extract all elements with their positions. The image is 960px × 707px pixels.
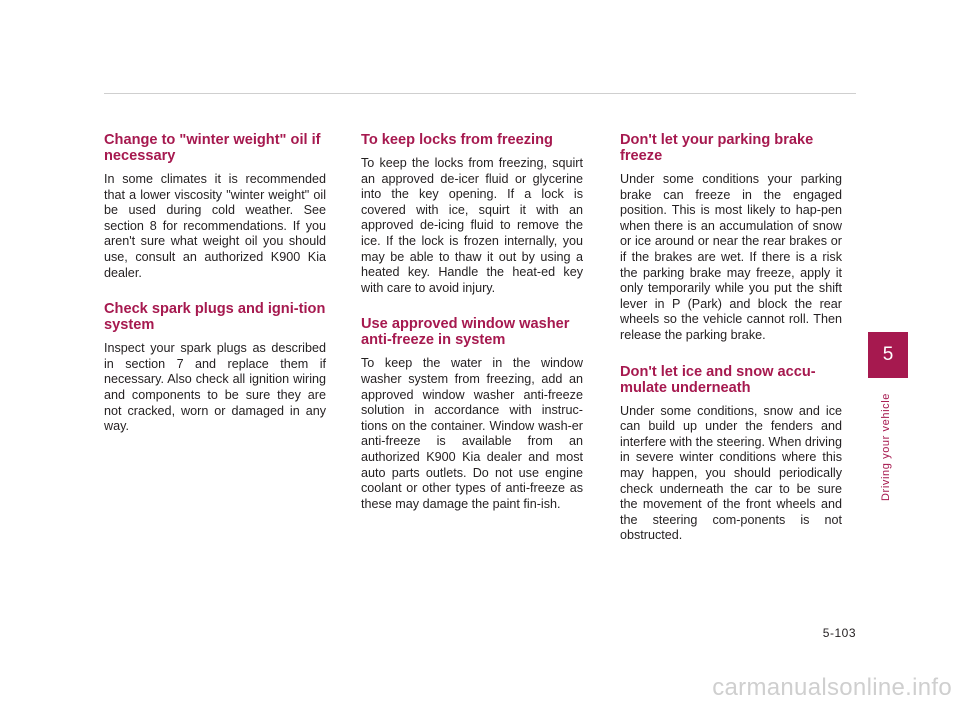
section-heading: To keep locks from freezing [361, 132, 553, 148]
section-body: To keep the locks from freezing, squirt an approved de-icer fluid or glycerine into the key opening. If a lock is covered with ice, squirt it with an approved de-icing fluid to remove the ice. If the lock is frozen internally, you may be able to thaw it out by using a heated key. Handle the heat-ed key with care to avoid injury. [361, 156, 583, 295]
section-winter-oil [104, 132, 326, 281]
section-body: Under some conditions your parking brake can freeze in the engaged position. This is most likely to hap-pen when there is an accumulation of snow or ice around or near the rear brakes or if the brakes are wet. If there is a risk the parking brake may freeze, apply it only temporarily while you put the shift lever in P (Park) and block the rear wheels so the vehicle cannot roll. Then release the parking brake. [620, 172, 842, 342]
page-number: 5-103 [822, 626, 856, 640]
chapter-title: Driving your vehicle [880, 393, 892, 501]
watermark: carmanualsonline.info [712, 674, 952, 701]
section-ice-snow [620, 364, 842, 544]
column-2 [361, 132, 583, 512]
section-body: To keep the water in the window washer system from freezing, add an approved window washer anti-freeze solution in accordance with instruc-tions on the container. Window wash-er anti-freeze is available from an authorized K900 Kia dealer and most auto parts outlets. Do not use engine coolant or other types of anti-freeze as these may damage the paint fin-ish. [361, 356, 583, 511]
header-rule [104, 93, 856, 94]
section-heading: Don't let ice and snow accu-mulate underneath [620, 363, 816, 396]
column-3 [620, 132, 842, 544]
section-heading: Don't let your parking brake freeze [620, 132, 814, 164]
section-heading: Check spark plugs and igni-tion system [104, 301, 326, 334]
section-parking-brake [620, 132, 842, 344]
section-body: Under some conditions, snow and ice can build up under the fenders and interfere with the steering. When driving in severe winter conditions where this may happen, you should periodically check underneath the car to be sure the movement of the front wheels and the steering com-ponents is not obstructed. [620, 403, 842, 543]
section-heading: Use approved window washer anti-freeze in system [361, 316, 570, 349]
section-heading: Change to "winter weight" oil if necessary [104, 132, 321, 164]
column-1 [104, 132, 326, 435]
section-body: In some climates it is recommended that a lower viscosity "winter weight" oil be used during cold weather. See section 8 for recommendations. If you aren't sure what weight oil you should use, consult an authorized K900 Kia dealer. [104, 172, 326, 280]
section-locks-freezing [361, 132, 583, 296]
section-body: Inspect your spark plugs as described in section 7 and replace them if necessary. Also check all ignition wiring and components to be sure they are not cracked, worn or damaged in any way. [104, 341, 326, 434]
chapter-tab: 5 [868, 332, 908, 378]
section-washer-antifreeze [361, 316, 583, 512]
section-spark-plugs [104, 301, 326, 435]
